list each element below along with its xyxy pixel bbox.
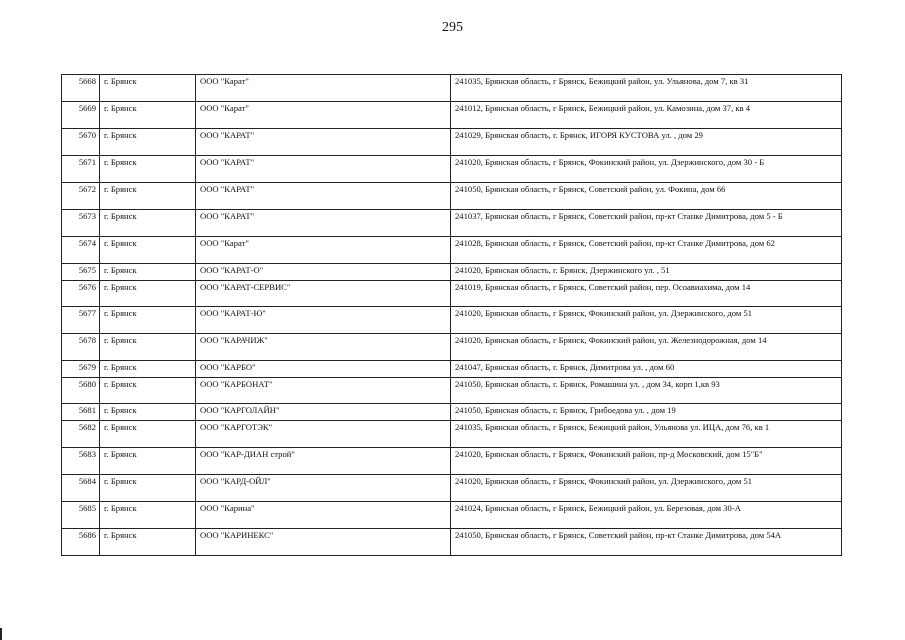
row-organization: ООО "КАРГОЛАЙН" [196,404,451,421]
row-organization: ООО "КАРАТ" [196,183,451,210]
row-number: 5671 [62,156,100,183]
row-organization: ООО "КАРД-ОЙЛ" [196,475,451,502]
row-organization: ООО "Карат" [196,237,451,264]
row-address: 241024, Брянская область, г Брянск, Бежицкий район, ул. Березовая, дом 30-А [451,502,842,529]
row-number: 5672 [62,183,100,210]
table-row [62,448,842,475]
table-row [62,183,842,210]
row-city: г. Брянск [100,102,196,129]
registry-table-body [62,75,842,556]
row-address: 241050, Брянская область, г Брянск, Советский район, ул. Фокина, дом 66 [451,183,842,210]
row-organization: ООО "КАРАТ-Ю" [196,307,451,334]
row-address: 241050, Брянская область, г. Брянск, Ромашина ул. , дом 34, корп 1,кв 93 [451,378,842,404]
table-row [62,404,842,421]
row-city: г. Брянск [100,183,196,210]
row-number: 5681 [62,404,100,421]
table-row [62,378,842,404]
page-number: 295 [442,20,463,35]
row-organization: ООО "КАР-ДИАН строй" [196,448,451,475]
row-city: г. Брянск [100,448,196,475]
row-address: 241037, Брянская область, г Брянск, Советский район, пр-кт Станке Димитрова, дом 5 - Б [451,210,842,237]
row-address: 241019, Брянская область, г Брянск, Советский район, пер. Осоавиахима, дом 14 [451,281,842,307]
row-address: 241035, Брянская область, г Брянск, Бежицкий район, Ульянова ул. ИЦА, дом 76, кв 1 [451,421,842,448]
registry-table [61,74,842,556]
table-row [62,75,842,102]
table-row [62,281,842,307]
row-number: 5675 [62,264,100,281]
row-address: 241029, Брянская область, г. Брянск, ИГОРЯ КУСТОВА ул. , дом 29 [451,129,842,156]
row-address: 241020, Брянская область, г Брянск, Фокинский район, ул. Железнодорожная, дом 14 [451,334,842,361]
row-number: 5668 [62,75,100,102]
table-row [62,237,842,264]
row-organization: ООО "КАРБО" [196,361,451,378]
row-organization: ООО "КАРАТ" [196,210,451,237]
row-number: 5683 [62,448,100,475]
table-row [62,361,842,378]
row-city: г. Брянск [100,334,196,361]
row-address: 241020, Брянская область, г Брянск, Фокинский район, пр-д Московский, дом 15"Б" [451,448,842,475]
table-row [62,421,842,448]
row-number: 5669 [62,102,100,129]
row-organization: ООО "КАРАЧИЖ" [196,334,451,361]
row-city: г. Брянск [100,502,196,529]
row-number: 5670 [62,129,100,156]
row-address: 241047, Брянская область, г. Брянск, Димитрова ул. , дом 60 [451,361,842,378]
row-city: г. Брянск [100,264,196,281]
row-address: 241050, Брянская область, г. Брянск, Грибоедова ул. , дом 19 [451,404,842,421]
table-row [62,502,842,529]
row-number: 5677 [62,307,100,334]
row-organization: ООО "КАРАТ-СЕРВИС" [196,281,451,307]
row-organization: ООО "КАРАТ" [196,129,451,156]
row-address: 241012, Брянская область, г Брянск, Бежицкий район, ул. Камозина, дом 37, кв 4 [451,102,842,129]
row-organization: ООО "КАРБОНАТ" [196,378,451,404]
row-city: г. Брянск [100,210,196,237]
row-city: г. Брянск [100,529,196,556]
row-address: 241020, Брянская область, г Брянск, Фокинский район, ул. Дзержинского, дом 30 - Б [451,156,842,183]
row-number: 5676 [62,281,100,307]
row-city: г. Брянск [100,129,196,156]
row-organization: ООО "Карат" [196,75,451,102]
table-row [62,102,842,129]
table-row [62,529,842,556]
row-number: 5678 [62,334,100,361]
row-number: 5679 [62,361,100,378]
row-number: 5685 [62,502,100,529]
row-address: 241020, Брянская область, г Брянск, Фокинский район, ул. Дзержинского, дом 51 [451,307,842,334]
row-city: г. Брянск [100,378,196,404]
row-number: 5684 [62,475,100,502]
row-number: 5686 [62,529,100,556]
row-city: г. Брянск [100,156,196,183]
row-number: 5674 [62,237,100,264]
row-organization: ООО "КАРАТ-О" [196,264,451,281]
row-city: г. Брянск [100,475,196,502]
row-city: г. Брянск [100,361,196,378]
row-city: г. Брянск [100,237,196,264]
row-organization: ООО "КАРИНЕКС" [196,529,451,556]
row-city: г. Брянск [100,404,196,421]
row-address: 241020, Брянская область, г. Брянск, Дзержинского ул. , 51 [451,264,842,281]
row-address: 241035, Брянская область, г Брянск, Бежицкий район, ул. Ульянова, дом 7, кв 31 [451,75,842,102]
row-organization: ООО "Карина" [196,502,451,529]
row-address: 241050, Брянская область, г Брянск, Советский район, пр-кт Станке Димитрова, дом 54А [451,529,842,556]
row-address: 241028, Брянская область, г Брянск, Советский район, пр-кт Станке Димитрова, дом 62 [451,237,842,264]
scan-edge-mark [0,628,2,640]
table-row [62,264,842,281]
table-row [62,307,842,334]
table-row [62,156,842,183]
row-organization: ООО "Карат" [196,102,451,129]
row-number: 5682 [62,421,100,448]
row-city: г. Брянск [100,281,196,307]
row-city: г. Брянск [100,75,196,102]
table-row [62,475,842,502]
row-number: 5673 [62,210,100,237]
row-organization: ООО "КАРГОТЭК" [196,421,451,448]
row-organization: ООО "КАРАТ" [196,156,451,183]
row-address: 241020, Брянская область, г Брянск, Фокинский район, ул. Дзержинского, дом 51 [451,475,842,502]
row-number: 5680 [62,378,100,404]
row-city: г. Брянск [100,307,196,334]
row-city: г. Брянск [100,421,196,448]
table-row [62,334,842,361]
table-row [62,129,842,156]
table-row [62,210,842,237]
